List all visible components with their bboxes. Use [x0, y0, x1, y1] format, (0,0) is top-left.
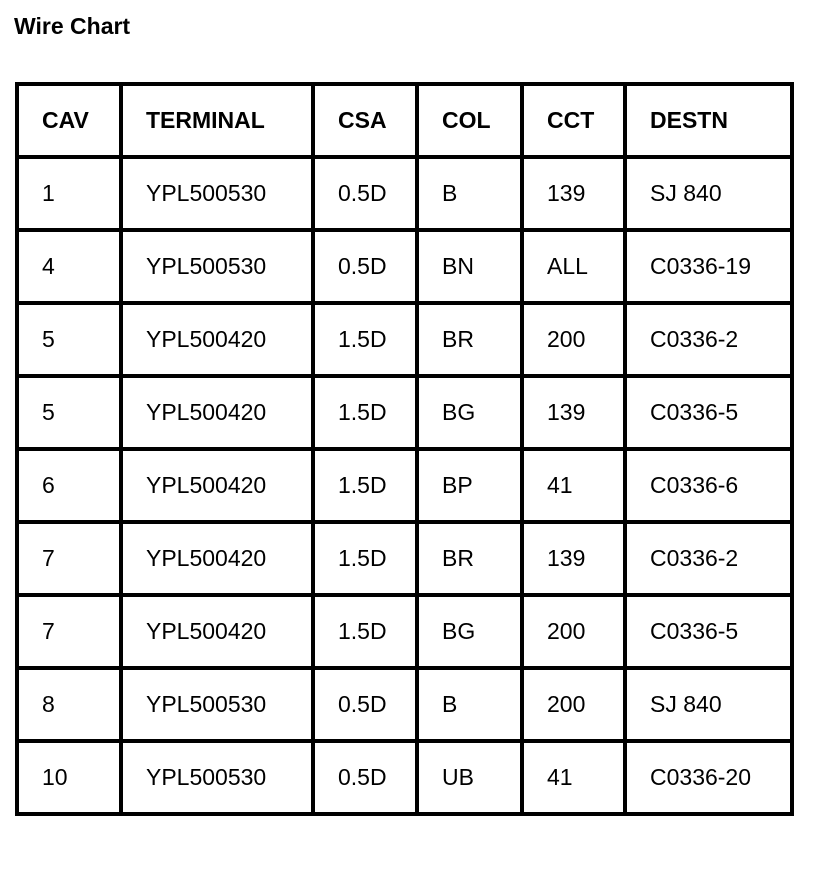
- cell-destn: C0336-2: [625, 303, 792, 376]
- cell-cct: 139: [522, 522, 625, 595]
- table-row: [17, 741, 792, 814]
- table-row: [17, 668, 792, 741]
- cell-destn: SJ 840: [625, 668, 792, 741]
- table-row: [17, 230, 792, 303]
- cell-destn: C0336-5: [625, 376, 792, 449]
- table-row: [17, 303, 792, 376]
- page-title: Wire Chart: [14, 13, 131, 39]
- cell-cav: 5: [17, 303, 121, 376]
- cell-csa: 1.5D: [313, 449, 417, 522]
- cell-terminal: YPL500530: [121, 741, 313, 814]
- cell-csa: 1.5D: [313, 522, 417, 595]
- cell-destn: C0336-20: [625, 741, 792, 814]
- table-row: [17, 522, 792, 595]
- cell-cav: 1: [17, 157, 121, 230]
- cell-csa: 0.5D: [313, 668, 417, 741]
- cell-terminal: YPL500530: [121, 157, 313, 230]
- cell-cav: 5: [17, 376, 121, 449]
- cell-cct: 200: [522, 595, 625, 668]
- cell-cav: 6: [17, 449, 121, 522]
- header-cav: CAV: [17, 84, 121, 157]
- cell-destn: C0336-5: [625, 595, 792, 668]
- cell-destn: C0336-19: [625, 230, 792, 303]
- cell-cct: 139: [522, 157, 625, 230]
- cell-terminal: YPL500420: [121, 595, 313, 668]
- cell-destn: SJ 840: [625, 157, 792, 230]
- cell-cav: 4: [17, 230, 121, 303]
- cell-destn: C0336-2: [625, 522, 792, 595]
- table-row: [17, 595, 792, 668]
- cell-terminal: YPL500420: [121, 449, 313, 522]
- cell-cav: 7: [17, 595, 121, 668]
- cell-cav: 10: [17, 741, 121, 814]
- cell-col: BP: [417, 449, 522, 522]
- cell-col: BN: [417, 230, 522, 303]
- cell-col: B: [417, 157, 522, 230]
- cell-terminal: YPL500420: [121, 376, 313, 449]
- header-cct: CCT: [522, 84, 625, 157]
- table-row: [17, 449, 792, 522]
- cell-csa: 1.5D: [313, 595, 417, 668]
- cell-csa: 0.5D: [313, 157, 417, 230]
- cell-col: BG: [417, 595, 522, 668]
- table-row: [17, 157, 792, 230]
- cell-col: BR: [417, 522, 522, 595]
- cell-cct: 200: [522, 303, 625, 376]
- cell-col: BR: [417, 303, 522, 376]
- cell-cct: 41: [522, 741, 625, 814]
- cell-csa: 0.5D: [313, 230, 417, 303]
- cell-csa: 1.5D: [313, 376, 417, 449]
- cell-col: UB: [417, 741, 522, 814]
- cell-cav: 7: [17, 522, 121, 595]
- header-destn: DESTN: [625, 84, 792, 157]
- cell-col: B: [417, 668, 522, 741]
- cell-terminal: YPL500420: [121, 522, 313, 595]
- wire-chart-table: [15, 82, 794, 816]
- cell-destn: C0336-6: [625, 449, 792, 522]
- cell-terminal: YPL500420: [121, 303, 313, 376]
- cell-csa: 1.5D: [313, 303, 417, 376]
- cell-cct: 41: [522, 449, 625, 522]
- header-csa: CSA: [313, 84, 417, 157]
- table-row: [17, 376, 792, 449]
- header-terminal: TERMINAL: [121, 84, 313, 157]
- cell-terminal: YPL500530: [121, 668, 313, 741]
- header-col: COL: [417, 84, 522, 157]
- cell-cav: 8: [17, 668, 121, 741]
- cell-cct: 200: [522, 668, 625, 741]
- cell-cct: ALL: [522, 230, 625, 303]
- cell-csa: 0.5D: [313, 741, 417, 814]
- cell-terminal: YPL500530: [121, 230, 313, 303]
- cell-col: BG: [417, 376, 522, 449]
- table-header-row: [17, 84, 792, 157]
- cell-cct: 139: [522, 376, 625, 449]
